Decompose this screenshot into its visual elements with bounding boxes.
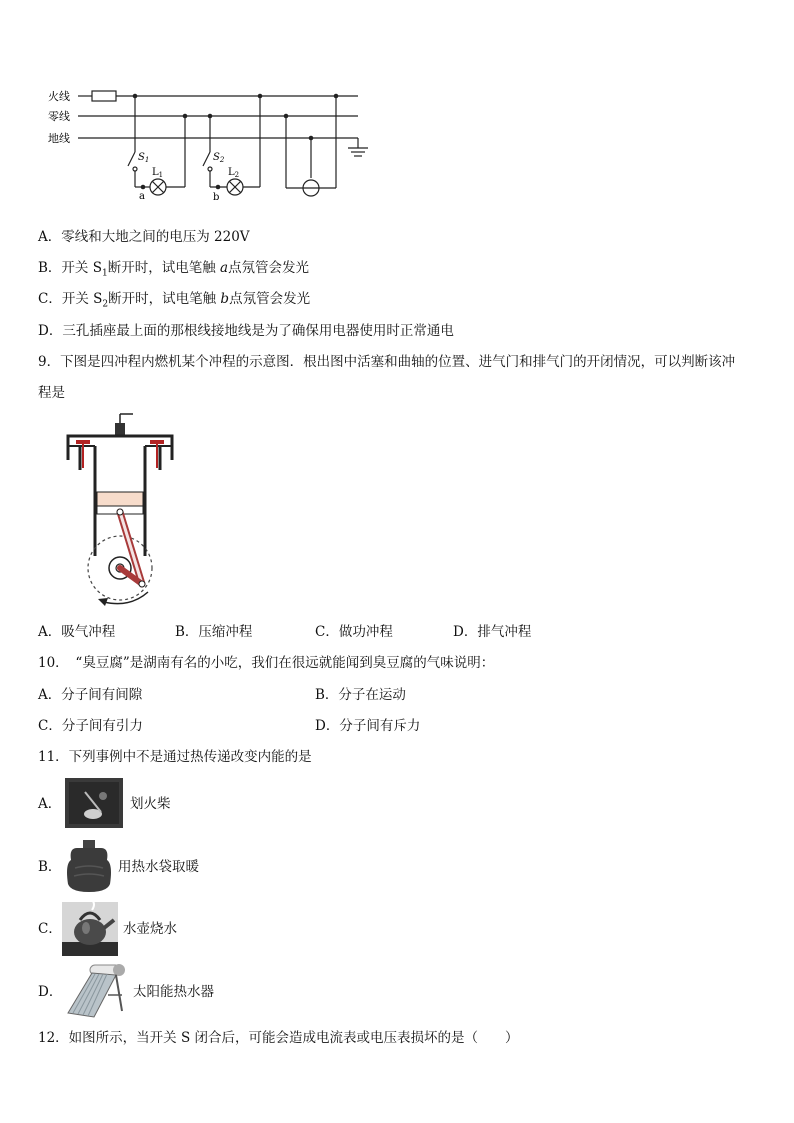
kettle-boiling-photo [62, 902, 118, 956]
point-b-label: b [213, 192, 220, 203]
q11-option-a-letter[interactable]: A． [38, 796, 62, 812]
q10-stem: 10． “臭豆腐”是湖南有名的小吃，我们在很远就能闻到臭豆腐的气味说明： [38, 655, 495, 671]
q9-option-c[interactable]: C．做功冲程 [315, 624, 393, 640]
q11-stem: 11．下列事例中不是通过热传递改变内能的是 [38, 749, 312, 765]
live-wire-label: 火线 [48, 90, 70, 103]
four-stroke-engine-diagram [60, 408, 180, 613]
fuse-symbol [92, 91, 116, 101]
q8-option-d[interactable]: D．三孔插座最上面的那根线接地线是为了确保用电器使用时正常通电 [38, 323, 454, 339]
q10-option-a[interactable]: A．分子间有间隙 [38, 687, 143, 703]
q9-option-d[interactable]: D．排气冲程 [453, 624, 532, 640]
q9-stem-line1: 9．下图是四冲程内燃机某个冲程的示意图．根出图中活塞和曲轴的位置、进气门和排气门的开闭情况，可以判断该冲 [38, 354, 736, 370]
exhaust-valve-icon [150, 440, 164, 444]
q8-option-c[interactable]: C．开关 $S_2$断开时，试电笔触 b点氖管会发光 [38, 291, 311, 310]
svg-text:L2: $L_2$ [228, 167, 240, 179]
switch-s1-label: S [138, 152, 145, 163]
q8-option-a[interactable]: A．零线和大地之间的电压为 220V [38, 229, 250, 245]
ground-wire-label: 地线 [48, 132, 70, 145]
q11-option-b-text[interactable]: 用热水袋取暖 [118, 859, 199, 875]
svg-text:L1: $L_1$ [152, 167, 164, 179]
q9-stem-line2: 程是 [38, 385, 65, 401]
q8-option-b[interactable]: B．开关 $S_1$断开时，试电笔触 a点氖管会发光 [38, 260, 310, 279]
svg-text:S1: $S_1$ [138, 152, 150, 164]
q10-option-d[interactable]: D．分子间有斥力 [315, 718, 421, 734]
q11-option-d-letter[interactable]: D． [38, 984, 63, 1000]
q11-option-b-letter[interactable]: B． [38, 859, 62, 875]
solar-water-heater-photo [64, 963, 128, 1019]
q9-option-b[interactable]: B．压缩冲程 [175, 624, 253, 640]
point-a-dot [141, 185, 146, 190]
q12-stem: 12．如图所示，当开关 S 闭合后，可能会造成电流表或电压表损坏的是（ ） [38, 1030, 519, 1046]
hot-water-bag-photo [65, 838, 113, 894]
lamp-l2-label: L [228, 167, 235, 178]
q10-option-c[interactable]: C．分子间有引力 [38, 718, 143, 734]
q11-option-c-text[interactable]: 水壶烧水 [123, 921, 177, 937]
q11-option-a-text[interactable]: 划火柴 [130, 796, 171, 812]
q9-option-a[interactable]: A．吸气冲程 [38, 624, 116, 640]
q11-option-d-text[interactable]: 太阳能热水器 [133, 984, 214, 1000]
intake-valve-icon [76, 440, 90, 444]
point-b-dot [216, 185, 221, 190]
point-a-label: a [139, 191, 145, 202]
svg-text:S2: $S_2$ [213, 152, 225, 164]
neutral-wire-label: 零线 [48, 110, 70, 123]
rotation-arrow-icon [98, 598, 108, 606]
lamp-l1-label: L [152, 167, 159, 178]
q11-option-c-letter[interactable]: C． [38, 921, 62, 937]
match-striking-photo [65, 778, 123, 828]
household-circuit-diagram [40, 82, 380, 207]
switch-s2-label: S [213, 152, 220, 163]
q10-option-b[interactable]: B．分子在运动 [315, 687, 406, 703]
